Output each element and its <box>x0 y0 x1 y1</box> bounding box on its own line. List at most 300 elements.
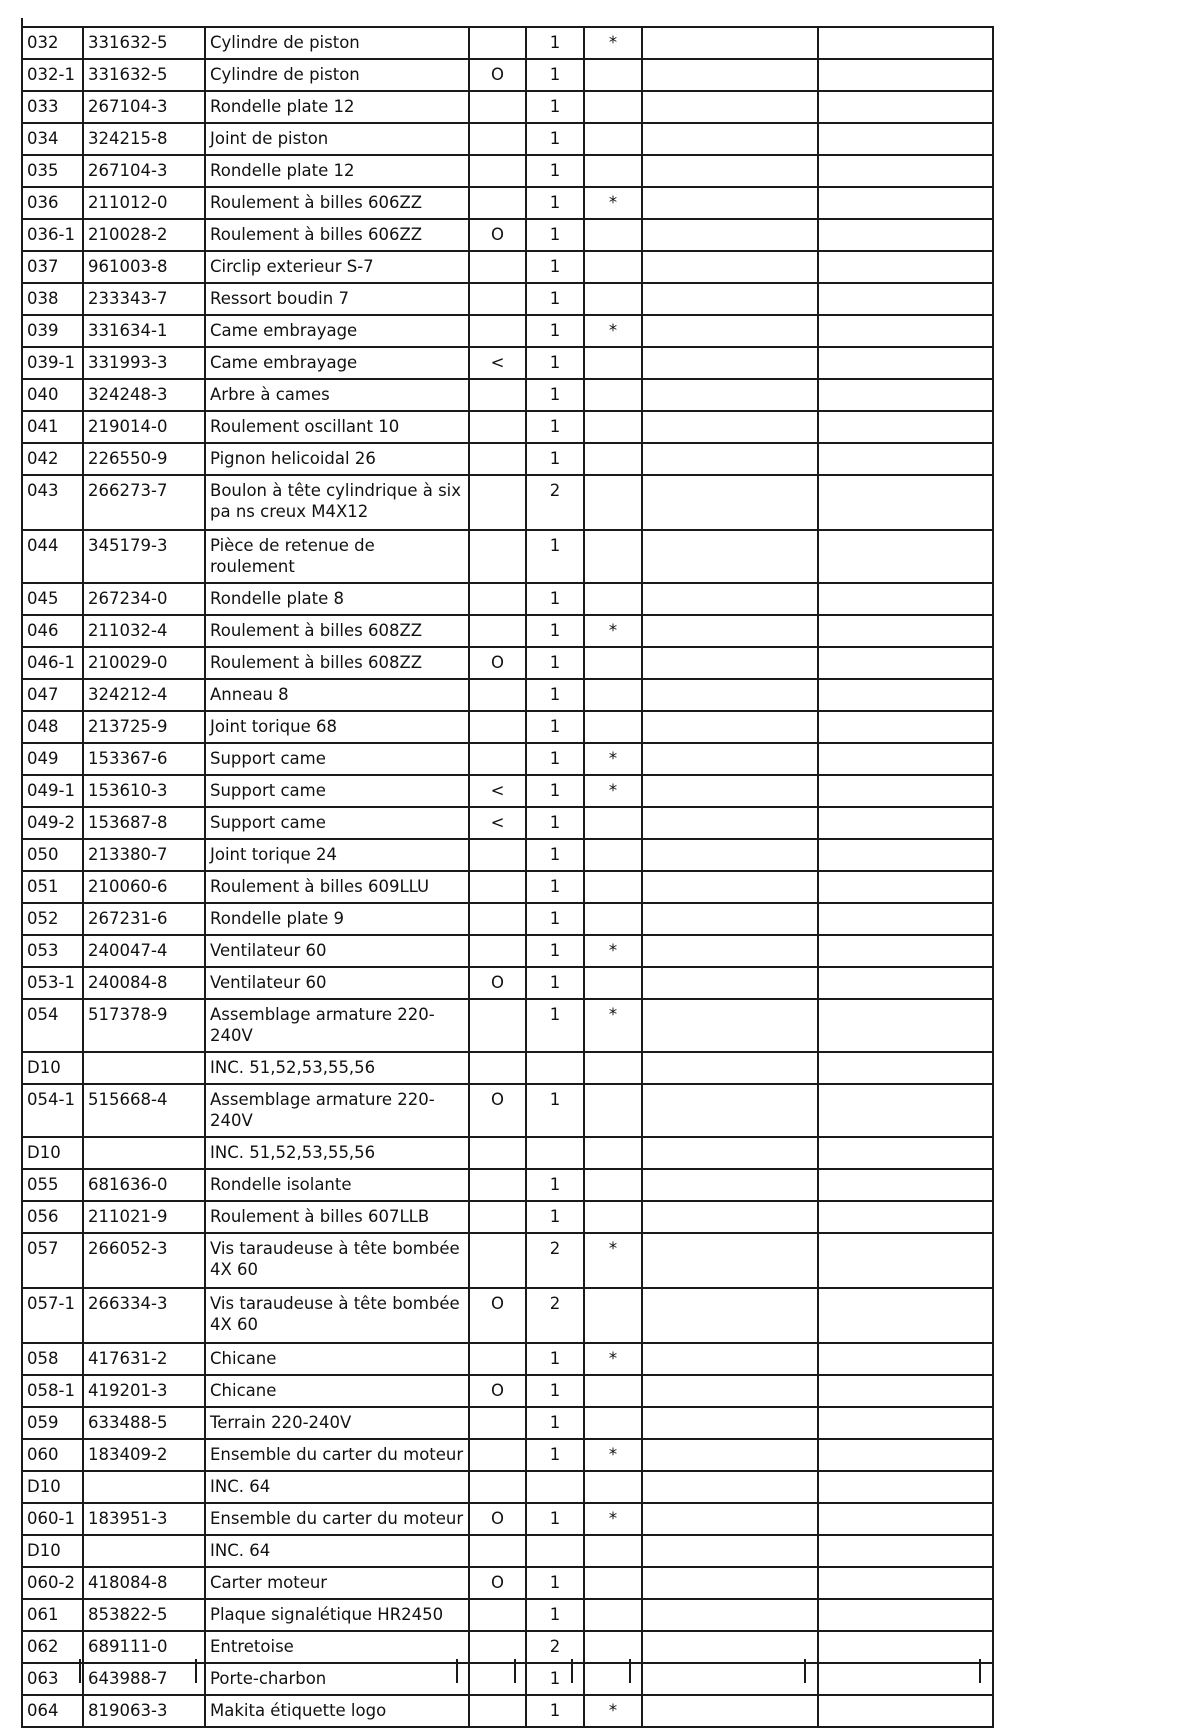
change-code-cell <box>469 1343 526 1375</box>
empty-cell-cell <box>642 1599 818 1631</box>
mark-cell <box>584 1169 642 1201</box>
change-code-cell <box>469 583 526 615</box>
empty-cell-cell <box>642 59 818 91</box>
change-code-cell: O <box>469 59 526 91</box>
part-number-cell: 853822-5 <box>83 1599 205 1631</box>
empty-cell-cell <box>818 1695 993 1727</box>
mark-cell <box>584 155 642 187</box>
empty-cell-cell <box>818 475 993 530</box>
part-number-cell: 210029-0 <box>83 647 205 679</box>
description-cell: Roulement à billes 609LLU <box>205 871 469 903</box>
mark-cell <box>584 1599 642 1631</box>
empty-cell-cell <box>818 155 993 187</box>
empty-cell-cell <box>818 315 993 347</box>
quantity-cell: 1 <box>526 379 584 411</box>
item-number-cell: 057-1 <box>22 1288 83 1343</box>
quantity-cell <box>526 1137 584 1169</box>
description-cell: Came embrayage <box>205 347 469 379</box>
mark-cell: * <box>584 935 642 967</box>
description-cell: Roulement à billes 608ZZ <box>205 647 469 679</box>
description-cell: Roulement oscillant 10 <box>205 411 469 443</box>
empty-cell-cell <box>818 1407 993 1439</box>
part-number-cell: 331634-1 <box>83 315 205 347</box>
description-cell: Roulement à billes 606ZZ <box>205 219 469 251</box>
item-number-cell: 042 <box>22 443 83 475</box>
empty-cell-cell <box>642 155 818 187</box>
description-cell: Ventilateur 60 <box>205 967 469 999</box>
change-code-cell <box>469 155 526 187</box>
item-number-cell: 032 <box>22 27 83 59</box>
change-code-cell <box>469 1407 526 1439</box>
empty-cell-cell <box>818 775 993 807</box>
empty-cell-cell <box>818 615 993 647</box>
part-number-cell: 266273-7 <box>83 475 205 530</box>
description-cell: INC. 64 <box>205 1471 469 1503</box>
mark-cell: * <box>584 1343 642 1375</box>
description-cell: Vis taraudeuse à tête bombée 4X 60 <box>205 1288 469 1343</box>
part-number-cell: 153367-6 <box>83 743 205 775</box>
table-continuation-line <box>514 1659 516 1683</box>
mark-cell <box>584 91 642 123</box>
quantity-cell: 1 <box>526 1695 584 1727</box>
empty-cell-cell <box>818 251 993 283</box>
change-code-cell <box>469 1695 526 1727</box>
empty-cell-cell <box>818 1137 993 1169</box>
table-continuation-line <box>629 1659 631 1683</box>
empty-cell-cell <box>818 711 993 743</box>
change-code-cell <box>469 1137 526 1169</box>
description-cell: Rondelle plate 9 <box>205 903 469 935</box>
quantity-cell: 1 <box>526 1343 584 1375</box>
description-cell: Ensemble du carter du moteur <box>205 1439 469 1471</box>
item-number-cell: 039-1 <box>22 347 83 379</box>
description-cell: Joint de piston <box>205 123 469 155</box>
change-code-cell <box>469 1663 526 1695</box>
empty-cell-cell <box>818 1288 993 1343</box>
description-cell: Plaque signalétique HR2450 <box>205 1599 469 1631</box>
item-number-cell: 057 <box>22 1233 83 1288</box>
part-number-cell: 266334-3 <box>83 1288 205 1343</box>
change-code-cell <box>469 315 526 347</box>
table-row <box>22 1407 993 1439</box>
empty-cell-cell <box>642 999 818 1052</box>
item-number-cell: D10 <box>22 1471 83 1503</box>
table-continuation-line <box>79 1659 81 1683</box>
part-number-cell: 226550-9 <box>83 443 205 475</box>
change-code-cell <box>469 871 526 903</box>
part-number-cell: 331993-3 <box>83 347 205 379</box>
description-cell: Joint torique 68 <box>205 711 469 743</box>
item-number-cell: 045 <box>22 583 83 615</box>
change-code-cell <box>469 679 526 711</box>
empty-cell-cell <box>818 1599 993 1631</box>
change-code-cell: O <box>469 647 526 679</box>
change-code-cell: O <box>469 1084 526 1137</box>
empty-cell-cell <box>642 1663 818 1695</box>
description-cell: Pièce de retenue de roulement <box>205 530 469 583</box>
part-number-cell: 517378-9 <box>83 999 205 1052</box>
part-number-cell: 961003-8 <box>83 251 205 283</box>
item-number-cell: 049-1 <box>22 775 83 807</box>
item-number-cell: 062 <box>22 1631 83 1663</box>
empty-cell-cell <box>818 187 993 219</box>
description-cell: Makita étiquette logo <box>205 1695 469 1727</box>
table-row <box>22 27 993 59</box>
description-cell: Ressort boudin 7 <box>205 283 469 315</box>
quantity-cell: 1 <box>526 999 584 1052</box>
description-cell: Rondelle isolante <box>205 1169 469 1201</box>
table-row <box>22 903 993 935</box>
change-code-cell <box>469 1631 526 1663</box>
table-row <box>22 475 993 530</box>
table-row <box>22 1599 993 1631</box>
description-cell: Assemblage armature 220-240V <box>205 999 469 1052</box>
mark-cell: * <box>584 999 642 1052</box>
empty-cell-cell <box>642 871 818 903</box>
item-number-cell: 041 <box>22 411 83 443</box>
description-cell: Porte-charbon <box>205 1663 469 1695</box>
parts-table <box>21 26 994 1728</box>
table-row <box>22 315 993 347</box>
part-number-cell: 331632-5 <box>83 27 205 59</box>
item-number-cell: 064 <box>22 1695 83 1727</box>
quantity-cell: 1 <box>526 91 584 123</box>
item-number-cell: 036 <box>22 187 83 219</box>
quantity-cell: 2 <box>526 1631 584 1663</box>
mark-cell <box>584 443 642 475</box>
description-cell: Terrain 220-240V <box>205 1407 469 1439</box>
empty-cell-cell <box>642 615 818 647</box>
change-code-cell <box>469 711 526 743</box>
mark-cell <box>584 903 642 935</box>
item-number-cell: 058-1 <box>22 1375 83 1407</box>
mark-cell <box>584 123 642 155</box>
table-row <box>22 711 993 743</box>
change-code-cell: O <box>469 219 526 251</box>
mark-cell: * <box>584 1503 642 1535</box>
item-number-cell: 047 <box>22 679 83 711</box>
mark-cell <box>584 1201 642 1233</box>
part-number-cell: 267104-3 <box>83 155 205 187</box>
empty-cell-cell <box>818 27 993 59</box>
empty-cell-cell <box>818 219 993 251</box>
item-number-cell: 060-2 <box>22 1567 83 1599</box>
description-cell: Cylindre de piston <box>205 59 469 91</box>
table-row <box>22 647 993 679</box>
quantity-cell: 1 <box>526 775 584 807</box>
part-number-cell: 643988-7 <box>83 1663 205 1695</box>
quantity-cell: 2 <box>526 475 584 530</box>
table-row <box>22 379 993 411</box>
table-row <box>22 219 993 251</box>
quantity-cell: 1 <box>526 27 584 59</box>
empty-cell-cell <box>642 219 818 251</box>
change-code-cell <box>469 443 526 475</box>
part-number-cell: 418084-8 <box>83 1567 205 1599</box>
mark-cell <box>584 1084 642 1137</box>
part-number-cell: 266052-3 <box>83 1233 205 1288</box>
empty-cell-cell <box>818 1535 993 1567</box>
table-row <box>22 743 993 775</box>
table-continuation-line <box>21 1659 23 1683</box>
quantity-cell <box>526 1535 584 1567</box>
quantity-cell: 1 <box>526 743 584 775</box>
change-code-cell: O <box>469 1567 526 1599</box>
part-number-cell: 633488-5 <box>83 1407 205 1439</box>
empty-cell-cell <box>642 839 818 871</box>
quantity-cell: 1 <box>526 1503 584 1535</box>
item-number-cell: 037 <box>22 251 83 283</box>
quantity-cell: 1 <box>526 807 584 839</box>
part-number-cell: 211012-0 <box>83 187 205 219</box>
quantity-cell: 1 <box>526 935 584 967</box>
empty-cell-cell <box>818 1567 993 1599</box>
quantity-cell: 1 <box>526 903 584 935</box>
quantity-cell: 1 <box>526 583 584 615</box>
empty-cell-cell <box>642 1201 818 1233</box>
mark-cell <box>584 1631 642 1663</box>
mark-cell: * <box>584 743 642 775</box>
mark-cell <box>584 679 642 711</box>
description-cell: Rondelle plate 12 <box>205 155 469 187</box>
description-cell: Ensemble du carter du moteur <box>205 1503 469 1535</box>
table-row <box>22 1084 993 1137</box>
quantity-cell: 1 <box>526 530 584 583</box>
part-number-cell: 331632-5 <box>83 59 205 91</box>
mark-cell: * <box>584 615 642 647</box>
change-code-cell: O <box>469 1288 526 1343</box>
quantity-cell <box>526 1052 584 1084</box>
change-code-cell <box>469 743 526 775</box>
empty-cell-cell <box>818 1201 993 1233</box>
quantity-cell: 1 <box>526 967 584 999</box>
table-row <box>22 1375 993 1407</box>
empty-cell-cell <box>642 967 818 999</box>
quantity-cell: 1 <box>526 1599 584 1631</box>
empty-cell-cell <box>818 743 993 775</box>
empty-cell-cell <box>642 903 818 935</box>
mark-cell <box>584 1137 642 1169</box>
part-number-cell: 210028-2 <box>83 219 205 251</box>
empty-cell-cell <box>642 1439 818 1471</box>
empty-cell-cell <box>818 1169 993 1201</box>
empty-cell-cell <box>642 1631 818 1663</box>
empty-cell-cell <box>818 839 993 871</box>
mark-cell <box>584 839 642 871</box>
part-number-cell: 211021-9 <box>83 1201 205 1233</box>
mark-cell: * <box>584 315 642 347</box>
description-cell: Assemblage armature 220-240V <box>205 1084 469 1137</box>
change-code-cell <box>469 1201 526 1233</box>
empty-cell-cell <box>818 411 993 443</box>
description-cell: INC. 51,52,53,55,56 <box>205 1137 469 1169</box>
mark-cell <box>584 1535 642 1567</box>
empty-cell-cell <box>642 1343 818 1375</box>
empty-cell-cell <box>818 1631 993 1663</box>
quantity-cell: 1 <box>526 315 584 347</box>
empty-cell-cell <box>818 1663 993 1695</box>
table-continuation-line <box>979 1659 981 1683</box>
change-code-cell <box>469 187 526 219</box>
empty-cell-cell <box>642 123 818 155</box>
table-row <box>22 123 993 155</box>
table-row <box>22 155 993 187</box>
mark-cell: * <box>584 187 642 219</box>
quantity-cell: 1 <box>526 347 584 379</box>
quantity-cell: 1 <box>526 411 584 443</box>
description-cell: Support came <box>205 743 469 775</box>
empty-cell-cell <box>818 871 993 903</box>
mark-cell <box>584 1663 642 1695</box>
mark-cell <box>584 1471 642 1503</box>
empty-cell-cell <box>818 1084 993 1137</box>
change-code-cell <box>469 411 526 443</box>
empty-cell-cell <box>818 91 993 123</box>
part-number-cell: 153687-8 <box>83 807 205 839</box>
mark-cell <box>584 379 642 411</box>
part-number-cell: 267234-0 <box>83 583 205 615</box>
table-row <box>22 347 993 379</box>
empty-cell-cell <box>642 379 818 411</box>
part-number-cell: 183951-3 <box>83 1503 205 1535</box>
mark-cell <box>584 583 642 615</box>
description-cell: Circlip exterieur S-7 <box>205 251 469 283</box>
table-row <box>22 530 993 583</box>
quantity-cell: 1 <box>526 871 584 903</box>
part-number-cell: 213725-9 <box>83 711 205 743</box>
change-code-cell: O <box>469 1375 526 1407</box>
part-number-cell <box>83 1535 205 1567</box>
part-number-cell: 213380-7 <box>83 839 205 871</box>
part-number-cell: 345179-3 <box>83 530 205 583</box>
item-number-cell: D10 <box>22 1535 83 1567</box>
mark-cell <box>584 807 642 839</box>
table-row <box>22 839 993 871</box>
quantity-cell: 1 <box>526 123 584 155</box>
description-cell: INC. 51,52,53,55,56 <box>205 1052 469 1084</box>
item-number-cell: 034 <box>22 123 83 155</box>
part-number-cell: 210060-6 <box>83 871 205 903</box>
item-number-cell: 049 <box>22 743 83 775</box>
quantity-cell: 1 <box>526 615 584 647</box>
change-code-cell <box>469 935 526 967</box>
empty-cell-cell <box>642 411 818 443</box>
mark-cell: * <box>584 27 642 59</box>
item-number-cell: 039 <box>22 315 83 347</box>
empty-cell-cell <box>818 1375 993 1407</box>
quantity-cell: 1 <box>526 839 584 871</box>
change-code-cell <box>469 123 526 155</box>
mark-cell: * <box>584 1233 642 1288</box>
change-code-cell: O <box>469 967 526 999</box>
empty-cell-cell <box>642 315 818 347</box>
description-cell: INC. 64 <box>205 1535 469 1567</box>
item-number-cell: 046 <box>22 615 83 647</box>
description-cell: Pignon helicoidal 26 <box>205 443 469 475</box>
quantity-cell: 1 <box>526 59 584 91</box>
change-code-cell <box>469 1535 526 1567</box>
part-number-cell: 153610-3 <box>83 775 205 807</box>
quantity-cell: 1 <box>526 1663 584 1695</box>
change-code-cell <box>469 379 526 411</box>
empty-cell-cell <box>642 187 818 219</box>
mark-cell <box>584 219 642 251</box>
empty-cell-cell <box>642 1052 818 1084</box>
item-number-cell: 033 <box>22 91 83 123</box>
quantity-cell: 1 <box>526 251 584 283</box>
change-code-cell <box>469 1169 526 1201</box>
description-cell: Support came <box>205 807 469 839</box>
empty-cell-cell <box>642 283 818 315</box>
table-row <box>22 1567 993 1599</box>
mark-cell <box>584 1567 642 1599</box>
empty-cell-cell <box>642 807 818 839</box>
empty-cell-cell <box>642 443 818 475</box>
change-code-cell <box>469 1052 526 1084</box>
empty-cell-cell <box>642 1407 818 1439</box>
part-number-cell <box>83 1471 205 1503</box>
mark-cell: * <box>584 1695 642 1727</box>
table-row <box>22 443 993 475</box>
empty-cell-cell <box>642 1233 818 1288</box>
table-row <box>22 1535 993 1567</box>
change-code-cell: < <box>469 347 526 379</box>
mark-cell <box>584 1407 642 1439</box>
mark-cell <box>584 411 642 443</box>
quantity-cell: 1 <box>526 679 584 711</box>
item-number-cell: 054 <box>22 999 83 1052</box>
empty-cell-cell <box>818 935 993 967</box>
empty-cell-cell <box>818 123 993 155</box>
change-code-cell <box>469 1471 526 1503</box>
table-row <box>22 59 993 91</box>
table-row <box>22 807 993 839</box>
part-number-cell: 419201-3 <box>83 1375 205 1407</box>
change-code-cell <box>469 999 526 1052</box>
table-row <box>22 1439 993 1471</box>
mark-cell <box>584 967 642 999</box>
change-code-cell <box>469 839 526 871</box>
part-number-cell: 324212-4 <box>83 679 205 711</box>
description-cell: Rondelle plate 8 <box>205 583 469 615</box>
item-number-cell: 050 <box>22 839 83 871</box>
quantity-cell: 1 <box>526 283 584 315</box>
part-number-cell: 240047-4 <box>83 935 205 967</box>
table-row <box>22 871 993 903</box>
description-cell: Roulement à billes 606ZZ <box>205 187 469 219</box>
empty-cell-cell <box>642 1084 818 1137</box>
empty-cell-cell <box>642 1288 818 1343</box>
item-number-cell: 044 <box>22 530 83 583</box>
empty-cell-cell <box>642 1169 818 1201</box>
item-number-cell: 040 <box>22 379 83 411</box>
description-cell: Entretoise <box>205 1631 469 1663</box>
empty-cell-cell <box>642 743 818 775</box>
mark-cell <box>584 530 642 583</box>
item-number-cell: 046-1 <box>22 647 83 679</box>
item-number-cell: 043 <box>22 475 83 530</box>
item-number-cell: 059 <box>22 1407 83 1439</box>
empty-cell-cell <box>642 530 818 583</box>
part-number-cell: 233343-7 <box>83 283 205 315</box>
empty-cell-cell <box>818 967 993 999</box>
change-code-cell <box>469 251 526 283</box>
empty-cell-cell <box>818 583 993 615</box>
quantity-cell: 1 <box>526 1084 584 1137</box>
mark-cell: * <box>584 1439 642 1471</box>
item-number-cell: 058 <box>22 1343 83 1375</box>
empty-cell-cell <box>642 91 818 123</box>
